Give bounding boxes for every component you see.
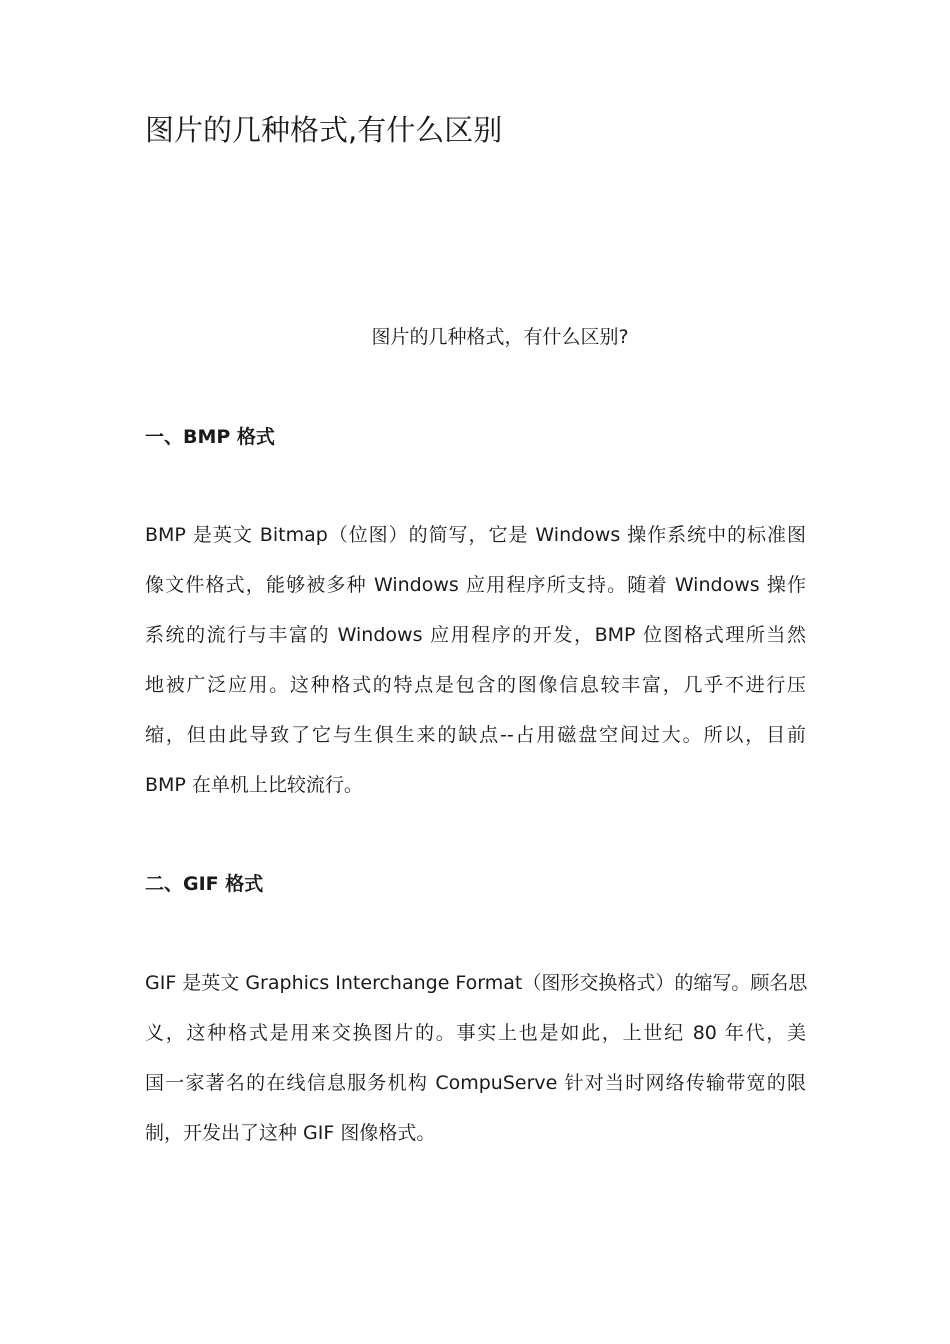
paragraph-line: 地被广泛应用。这种格式的特点是包含的图像信息较丰富，几乎不进行压	[145, 674, 806, 696]
paragraph-line: 制，开发出了这种 GIF 图像格式。	[145, 1122, 436, 1144]
section-body-gif	[145, 958, 806, 1158]
paragraph-line: 国一家著名的在线信息服务机构 CompuServe 针对当时网络传输带宽的限	[145, 1072, 806, 1094]
section-heading-bmp: 一、BMP 格式	[145, 426, 275, 448]
section-body-bmp	[145, 510, 806, 810]
paragraph-line: 缩，但由此导致了它与生俱生来的缺点--占用磁盘空间过大。所以，目前	[145, 724, 806, 746]
document-subtitle: 图片的几种格式，有什么区别?	[371, 326, 629, 348]
paragraph-line: BMP 在单机上比较流行。	[145, 774, 363, 796]
paragraph-line: 系统的流行与丰富的 Windows 应用程序的开发，BMP 位图格式理所当然	[145, 624, 806, 646]
document-title: 图片的几种格式,有什么区别	[145, 113, 503, 147]
paragraph-line: 像文件格式，能够被多种 Windows 应用程序所支持。随着 Windows 操作	[145, 574, 806, 596]
section-heading-gif: 二、GIF 格式	[145, 873, 264, 895]
paragraph-line: 义，这种格式是用来交换图片的。事实上也是如此，上世纪 80 年代，美	[145, 1022, 806, 1044]
paragraph-line: BMP 是英文 Bitmap（位图）的简写，它是 Windows 操作系统中的标准图	[145, 524, 806, 546]
paragraph-line: GIF 是英文 Graphics Interchange Format（图形交换格式）的缩写。顾名思	[145, 972, 808, 994]
